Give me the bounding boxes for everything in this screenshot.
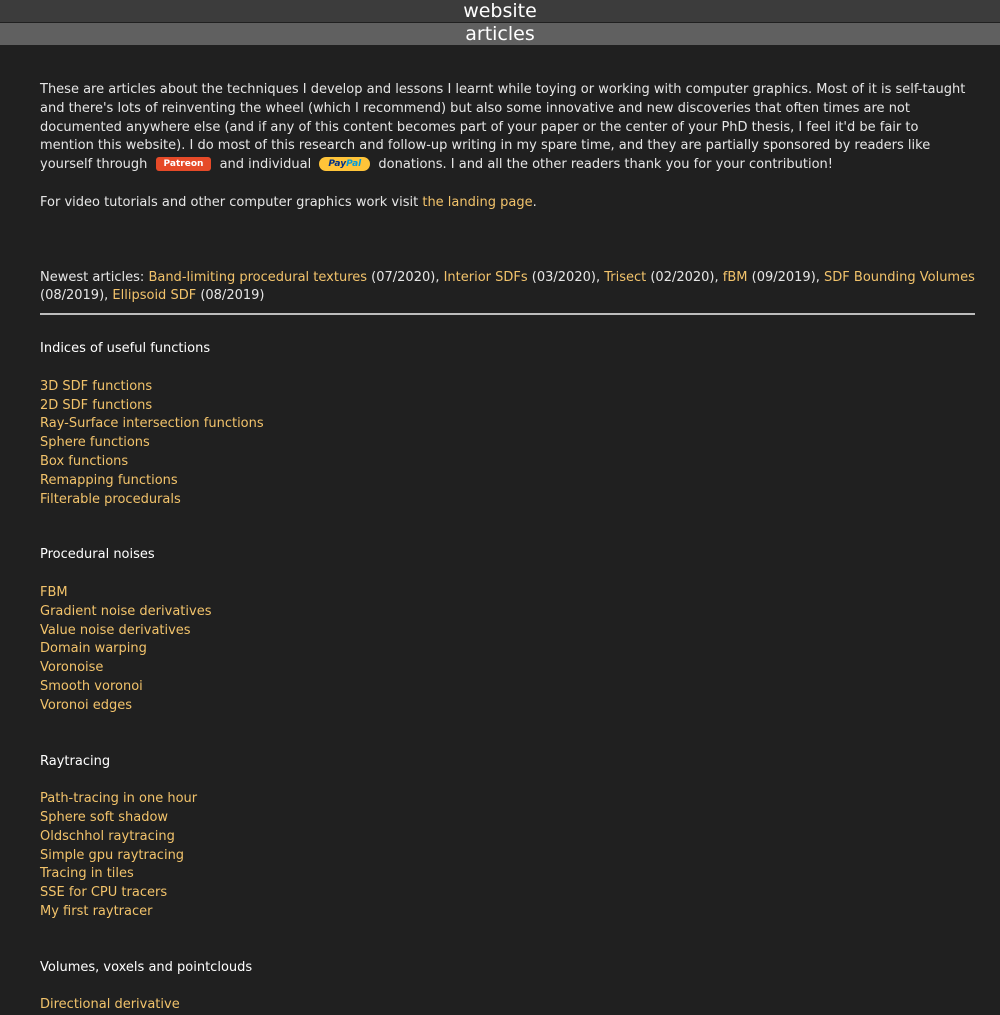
article-list [40,996,975,1015]
newest-article-date: (08/2019), [40,288,113,304]
list-item [40,828,975,847]
section-heading: Raytracing [40,753,111,769]
article-link[interactable]: SSE for CPU tracers [40,885,168,901]
list-item [40,397,975,416]
newest-article-link[interactable]: fBM [722,269,748,285]
paypal-label-pay: Pay [328,158,347,169]
landing-page-link[interactable]: the landing page [422,194,533,210]
article-list [40,790,975,922]
article-link[interactable]: Remapping functions [40,472,178,488]
section-heading: Procedural noises [40,547,155,563]
newest-label: Newest articles: [40,269,145,285]
list-item [40,903,975,922]
list-item [40,584,975,603]
list-item [40,453,975,472]
article-link[interactable]: 3D SDF functions [40,378,153,394]
patreon-button[interactable]: Patreon [156,157,212,171]
list-item [40,809,975,828]
list-item [40,640,975,659]
article-section [40,546,975,715]
article-list [40,378,975,510]
article-section [40,753,975,922]
newest-article-date: (09/2019), [747,269,825,285]
newest-article-date: (02/2020), [646,269,723,285]
article-link[interactable]: 2D SDF functions [40,397,153,413]
newest-article-link[interactable]: SDF Bounding Volumes [824,269,975,285]
article-link[interactable]: My first raytracer [40,903,153,919]
paypal-button[interactable] [319,157,370,171]
site-title-bar[interactable] [0,0,1000,22]
article-link[interactable]: Voronoise [40,660,104,676]
list-item [40,697,975,716]
newest-article-link[interactable]: Ellipsoid SDF [112,288,197,304]
newest-articles [40,269,975,307]
list-item [40,622,975,641]
article-link[interactable]: Ray-Surface intersection functions [40,416,264,432]
list-item [40,378,975,397]
article-link[interactable]: FBM [40,584,68,600]
article-link[interactable]: Smooth voronoi [40,678,143,694]
list-item [40,415,975,434]
article-link[interactable]: Oldschhol raytracing [40,828,175,844]
site-title[interactable]: website [463,0,537,22]
article-sections [40,340,975,1015]
list-item [40,603,975,622]
article-link[interactable]: Domain warping [40,641,147,657]
list-item [40,659,975,678]
list-item [40,434,975,453]
newest-article-date: (08/2019) [196,288,265,304]
section-title: articles [465,23,535,45]
visit-paragraph [40,194,975,213]
visit-text-end: . [532,194,537,210]
article-link[interactable]: Path-tracing in one hour [40,791,198,807]
article-link[interactable]: Gradient noise derivatives [40,603,212,619]
newest-article-link[interactable]: Trisect [604,269,647,285]
newest-article-link[interactable]: Band-limiting procedural textures [148,269,368,285]
intro-text-3: donations. I and all the other readers thank you for your contribution! [378,157,833,173]
newest-article-date: (07/2020), [367,269,444,285]
newest-article-link[interactable]: Interior SDFs [443,269,528,285]
main-content [40,81,975,1015]
list-item [40,790,975,809]
list-item [40,847,975,866]
article-link[interactable]: Filterable procedurals [40,491,181,507]
article-link[interactable]: Tracing in tiles [40,866,134,882]
list-item [40,491,975,510]
section-title-bar [0,23,1000,45]
divider [40,313,975,315]
article-section [40,959,975,1015]
article-list [40,584,975,716]
newest-article-date: (03/2020), [527,269,605,285]
list-item [40,472,975,491]
article-link[interactable]: Voronoi edges [40,697,133,713]
article-link[interactable]: Value noise derivatives [40,622,191,638]
paypal-label-pal: Pal [346,158,362,169]
article-link[interactable]: Sphere soft shadow [40,809,169,825]
section-heading: Volumes, voxels and pointclouds [40,959,253,975]
list-item [40,865,975,884]
article-link[interactable]: Sphere functions [40,435,150,451]
article-link[interactable]: Box functions [40,453,129,469]
list-item [40,996,975,1015]
article-link[interactable]: Directional derivative [40,997,180,1013]
article-link[interactable]: Simple gpu raytracing [40,847,185,863]
intro-text-1: These are articles about the techniques I develop and lessons I learnt while toying or working with computer graphics. Most of it is self-taught and there's lots of reinventing the wheel (which I recommend) but also some innovative and new discoveries that often times are not documented anywhere else (and if any of this content becomes part of your paper or the center of your PhD thesis, I feel it'd be fair to mention this website). I do most of this research and follow-up writing in my spare time, and they are partially sponsored by readers like yourself through [40,82,966,173]
intro-paragraph [40,81,975,175]
list-item [40,884,975,903]
visit-text: For video tutorials and other computer graphics work visit [40,194,419,210]
intro-text-2: and individual [219,157,312,173]
list-item [40,678,975,697]
section-heading: Indices of useful functions [40,341,211,357]
article-section [40,340,975,509]
